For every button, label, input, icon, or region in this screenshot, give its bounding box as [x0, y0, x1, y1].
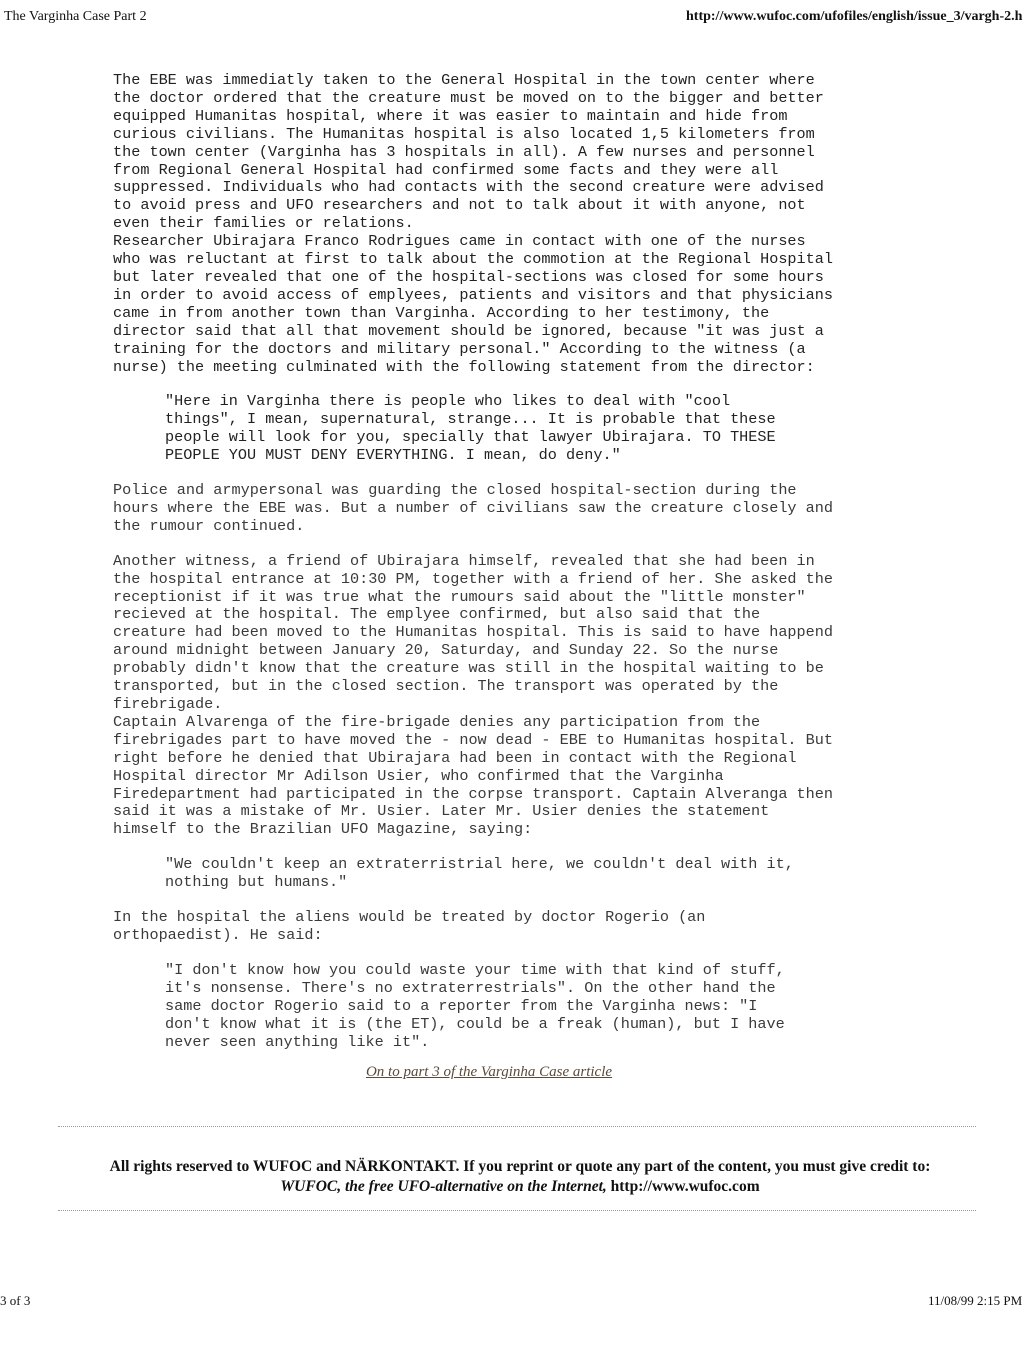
- article-body: [113, 72, 925, 1081]
- page-footer-page-number: 3 of 3: [0, 1293, 31, 1308]
- article-paragraph-6: In the hospital the aliens would be treated by doctor Rogerio (an orthopaedist). He said:: [113, 908, 706, 944]
- page-footer-datetime: 11/08/99 2:15 PM: [928, 1293, 1023, 1308]
- copyright-line-1: All rights reserved to WUFOC and NÄRKONTAKT. If you reprint or quote any part of the content, you must give credit to:: [109, 1158, 931, 1175]
- copyright-tagline: WUFOC, the free UFO-alternative on the Internet,: [280, 1178, 607, 1195]
- article-paragraph-1: The EBE was immediatly taken to the General Hospital in the town center where the doctor ordered that the creature must be moved on to the bigger and better equipped Humanitas hospital, where it was easier to maintain and hide from curious civilians. The Humanitas hospital is also located 1,5 kilometers from the town center (Varginha has 3 hospitals in all). A few nurses and personnel from Regional General Hospital had confirmed some facts and they were all suppressed. Individuals who had contacts with the second creature were advised to avoid press and UFO researchers and not to talk about it with anyone, not even their families or relations.: [113, 71, 824, 233]
- divider-top: [58, 1126, 976, 1127]
- next-part-link[interactable]: On to part 3 of the Varginha Case article: [365, 1064, 613, 1081]
- page-header-url: http://www.wufoc.com/ufofiles/english/issue_3/vargh-2.h: [686, 9, 1023, 24]
- article-paragraph-2: Researcher Ubirajara Franco Rodrigues came in contact with one of the nurses who was reluctant at first to talk about the commotion at the Regional Hospital but later revealed that one of the hospital-sections was closed for some hours in order to avoid access of emplyees, patients and visitors and that physicians came in from another town than Varginha. According to her testimony, the director said that all that movement should be ignored, because "it was just a training for the doctors and military personal." According to the witness (a nurse) the meeting culminated with the following statement from the director:: [113, 232, 834, 376]
- article-paragraph-4: Another witness, a friend of Ubirajara himself, revealed that she had been in the hospital entrance at 10:30 PM, together with a friend of her. She asked the receptionist if it was true what the rumours said about the "little monster" recieved at the hospital. The emplyee confirmed, but also said that the creature had been moved to the Humanitas hospital. This is said to have happend around midnight between January 20, Saturday, and Sunday 22. So the nurse probably didn't know that the creature was still in the hospital waiting to be transported, but in the closed section. The transport was operated by the firebrigade.: [113, 551, 834, 713]
- copyright-line-2: [40, 1177, 1000, 1197]
- copyright-url[interactable]: http://www.wufoc.com: [606, 1178, 760, 1195]
- divider-bottom: [58, 1210, 976, 1211]
- page-header-title: The Varginha Case Part 2: [4, 9, 147, 24]
- usier-quote: "We couldn't keep an extraterristrial here, we couldn't deal with it, nothing but humans.": [165, 855, 794, 892]
- article-paragraph-3: Police and armypersonal was guarding the closed hospital-section during the hours where the EBE was. But a number of civilians saw the creature closely and the rumour continued.: [113, 481, 834, 535]
- article-paragraph-5: Captain Alvarenga of the fire-brigade denies any participation from the firebrigades part to have moved the - now dead - EBE to Humanitas hospital. But right before he denied that Ubirajara had been in contact with the Regional Hospital director Mr Adilson Usier, who confirmed that the Varginha Firedepartment had participated in the corpse transport. Captain Alveranga then said it was a mistake of Mr. Usier. Later Mr. Usier denies the statement himself to the Brazilian UFO Magazine, saying:: [113, 712, 834, 839]
- rogerio-quote: "I don't know how you could waste your time with that kind of stuff, it's nonsense. There's no extraterrestrials". On the other hand the same doctor Rogerio said to a reporter from the Varginha news: "I don't know what it is (the ET), could be a freak (human), but I have never seen anything like it".: [165, 960, 785, 1051]
- copyright-notice: [40, 1157, 1000, 1197]
- director-quote: "Here in Varginha there is people who likes to deal with "cool things", I mean, supernatural, strange... It is probable that these people will look for you, specially that lawyer Ubirajara. TO THESE PEOPLE YOU MUST DENY EVERYTHING. I mean, do deny.": [165, 392, 776, 465]
